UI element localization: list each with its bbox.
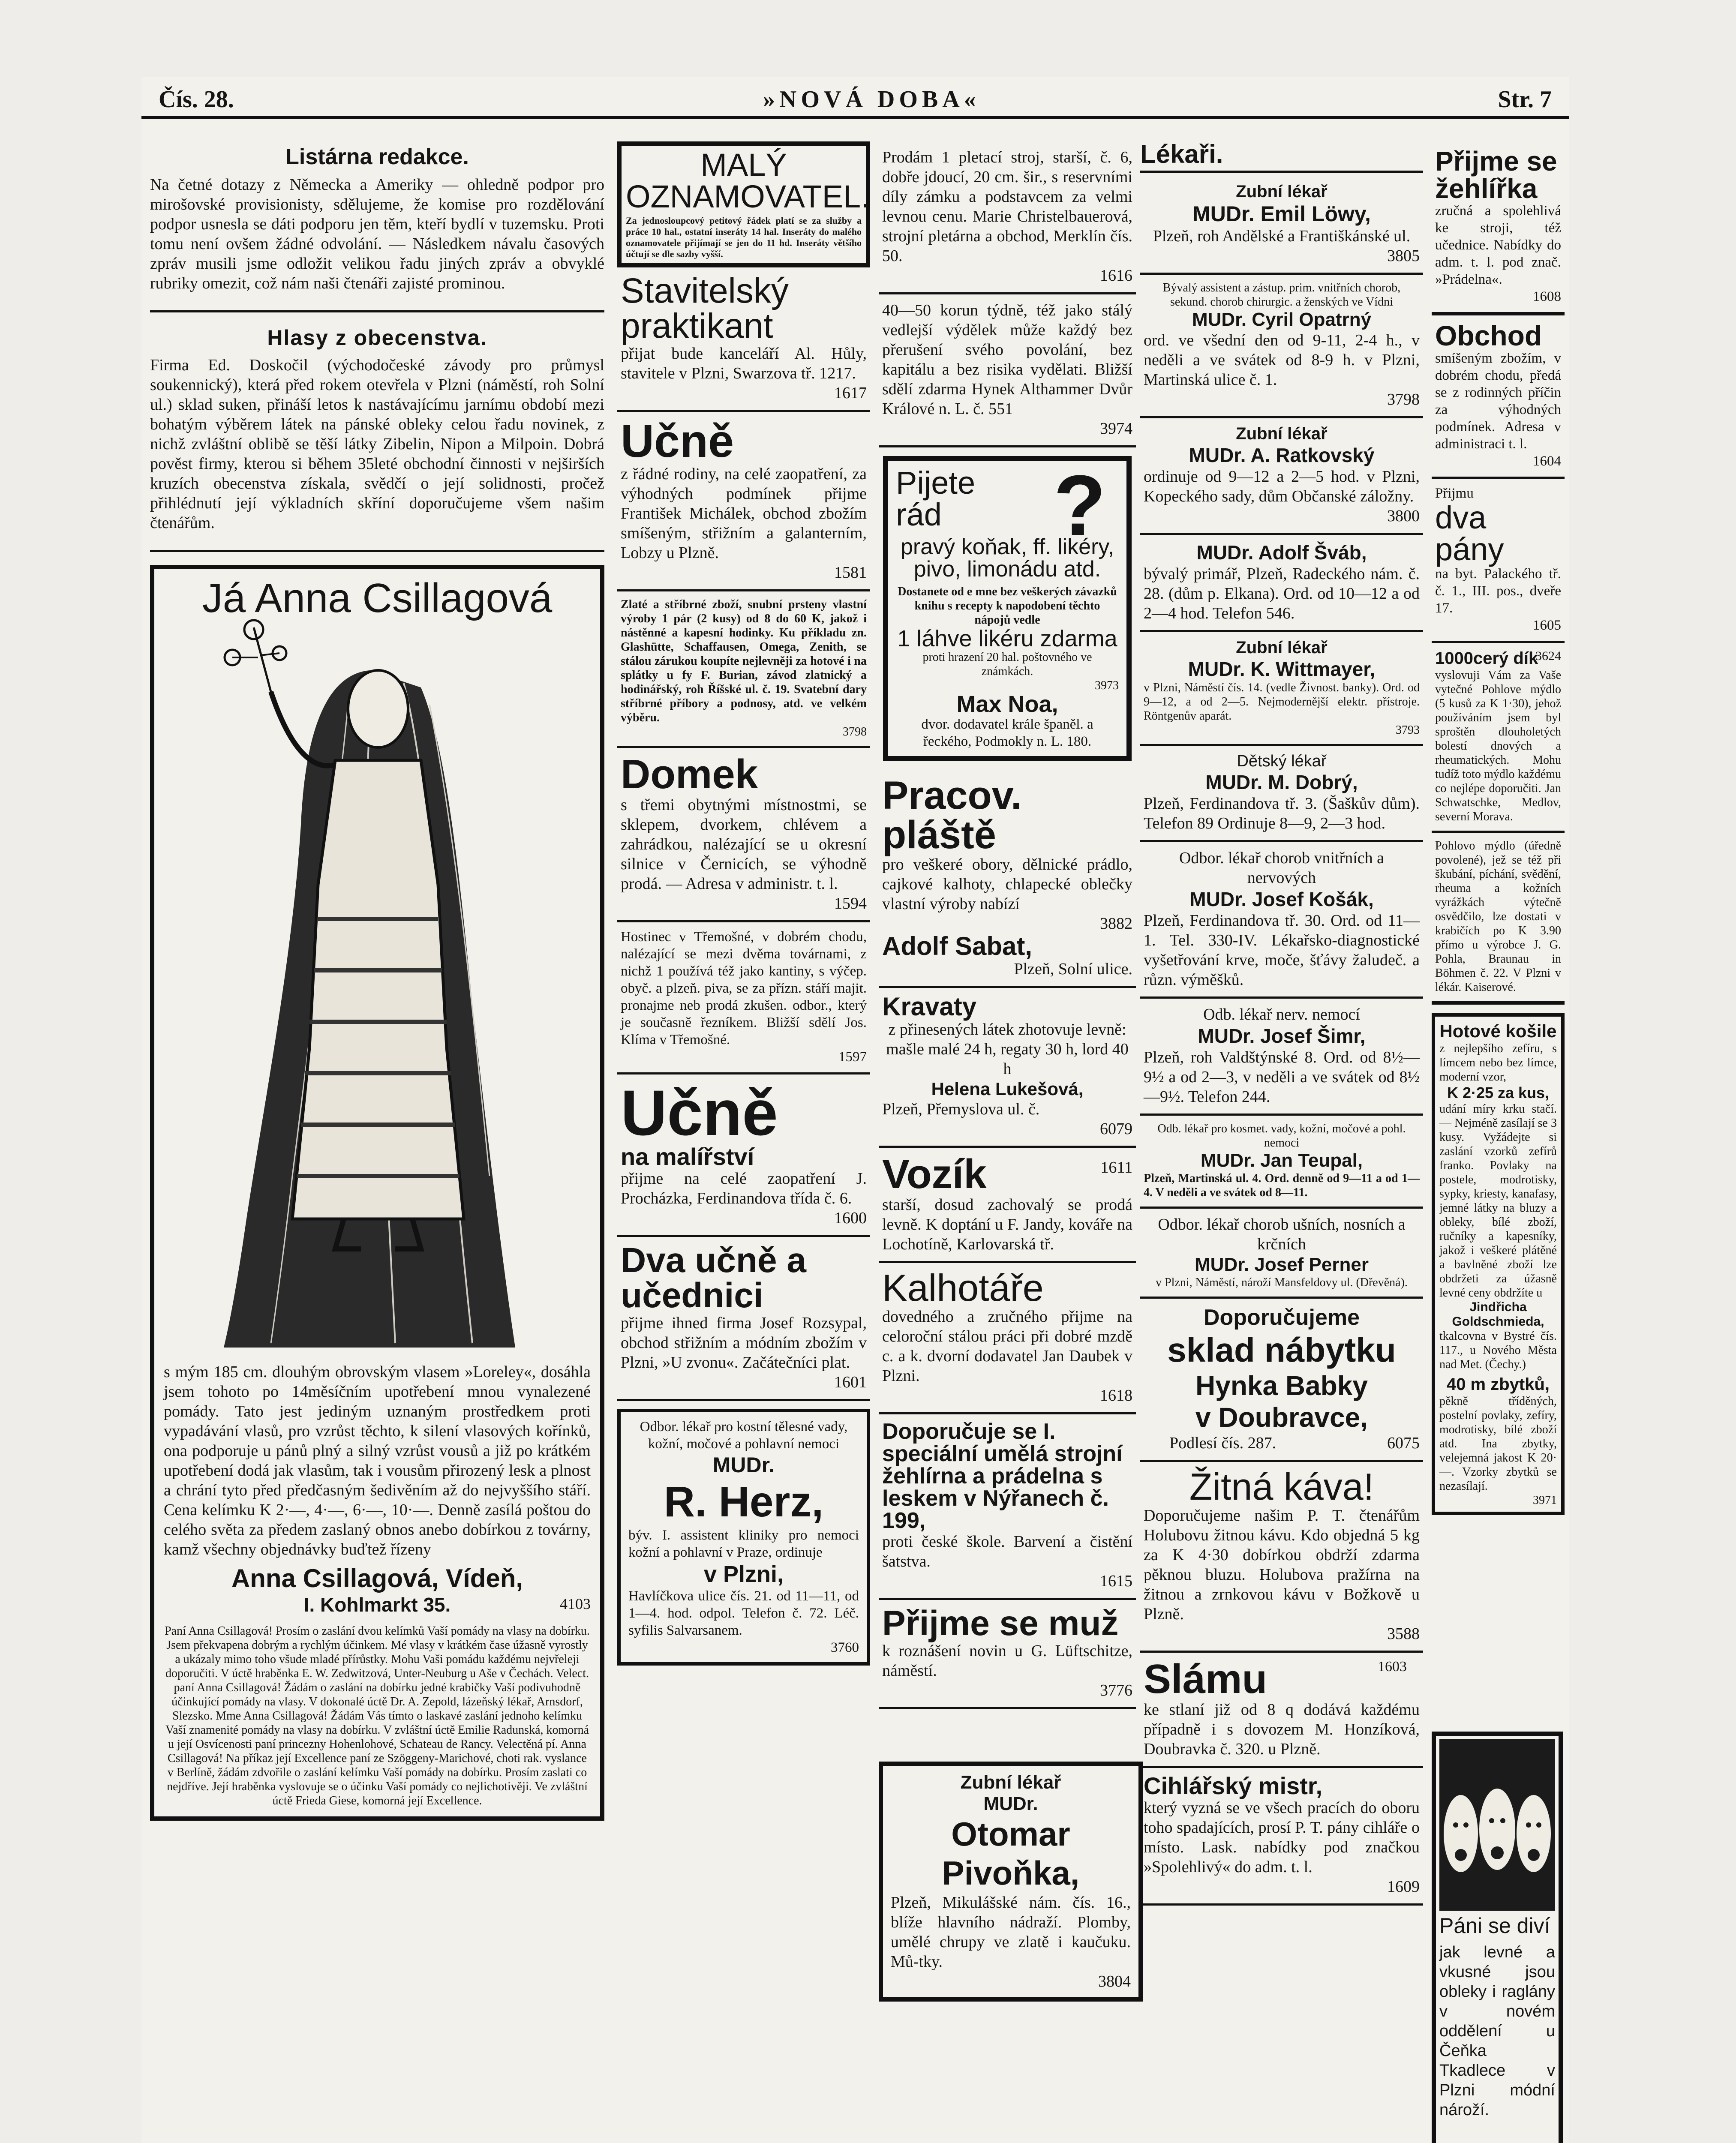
- ad-perner: [1140, 1209, 1423, 1299]
- kosile-text2: udání míry krku stačí. — Nejméně zasílají se 3 kusy. Vyžádejte si zaslání vzorků zefírů franko. Povlaky na postele, modrotisky, sypky, kriesty, kanafasy, jemné látky na bluzy a obleky, bílé zboží, ručníky a kapesníky, jakož i veškeré plátěné a bavlněné zboží lze obdržeti za úžasně levné ceny obdržíte u: [1439, 1102, 1557, 1300]
- kosak-text: Odbor. lékař chorob vnitřních a nervových: [1179, 849, 1385, 887]
- svab-text: bývalý primář, Plzeň, Radeckého nám. č. 28. (dům p. Elkana). Ord. od 10—12 a od 2—4 hod. Telefon 546.: [1144, 565, 1420, 622]
- ad-ucne-malirstvi: [617, 1075, 870, 1237]
- sabat-address: Plzeň, Solní ulice.: [1014, 960, 1132, 978]
- ad-dik: [1432, 643, 1565, 833]
- pivonka-mudr: MUDr.: [983, 1793, 1038, 1814]
- pivonka-name: Otomar Pivoňka,: [942, 1815, 1080, 1892]
- obchod-number: 1604: [1533, 453, 1561, 469]
- ad-prodam: [879, 141, 1136, 294]
- divi-text: jak levné a vkusné jsou obleky i raglány v novém oddělení u Čeňka Tkadlece v Plzni módní nároží.: [1439, 1943, 1555, 2119]
- lowy-number: 3805: [1387, 247, 1420, 265]
- column-1: [150, 141, 604, 2143]
- babka-text1: Doporučujeme: [1203, 1305, 1360, 1330]
- ad-obchod: [1432, 315, 1565, 479]
- csillag-letters: Paní Anna Csillagová! Prosím o zaslání dvou kelímků Vaší pomády na vlasy na dobírku. Jsem překvapena dobrým a rychlým účinkem. Mé vlasy v krátkém čase úžasně vyrostly a ukázaly mimo toho všude mladé přírůstky. Mohu Vaši pomádu každému nejvřeleji doporučiti. V úctě hraběnka E. W. Zedwitzová, Unter-Neuburg u Aše v Čechách. Velect. paní Anna Csillagová! Žádám o zaslání na dobírku jedné krabičky Vaší podivuhodně účinkující pomády na vlasy. V dokonalé úctě Dr. A. Zepold, lázeňský lékař, Arnsdorf, Slezsko. Mme Anna Csillagová! Žádám Vás tímto o laskavé zaslání jednoho kelímku Vaší znamenité pomády na vlasy na dobírku. V zvláštní úctě Emilie Radunská, komorná u její Osvícenosti paní princezny Hohenlohové, Schateau de Rancy. Velectěná pí. Anna Csillagová! Na příkaz její Excellence paní ze Szöggeny-Marichové, choti rak. vyslance v Berlíně, žádám zdvořile o zaslání kelímku Vaší pomády na dobírku. Prosím zaslati co nejdříve. Její hraběnka vyslovuje se o účinku Vaší pomády co nejlichotivěji. Ve zvláštní úctě Frieda Giese, komorná její Excellence.: [165, 1624, 590, 1807]
- pivonka-head: Zubní lékař: [960, 1772, 1061, 1793]
- lowy-head: Zubní lékař: [1236, 182, 1328, 201]
- vozik-text: starší, dosud zachovalý se prodá levně. K doptání u F. Jandy, kováře na Lochotíně, Karlovarská tř.: [882, 1196, 1132, 1253]
- ad-stavitelsky-praktikant: [617, 267, 870, 412]
- kravaty-address: Plzeň, Přemyslova ul. č.: [882, 1100, 1040, 1118]
- dobry-text: Plzeň, Ferdinandova tř. 3. (Šaškův dům). Telefon 89 Ordinuje 8—9, 2—3 hod.: [1144, 795, 1420, 832]
- ad-vozik: [879, 1148, 1136, 1263]
- ad-slamu: [1140, 1653, 1423, 1768]
- kosile-title: Hotové košile: [1439, 1021, 1557, 1041]
- babka-address: Podlesí čís. 287.: [1169, 1434, 1276, 1452]
- kosak-text2: Plzeň, Ferdinandova tř. 30. Ord. od 11—1. Tel. 330-IV. Lékařsko-diagnostické vyšetřování krve, moče, šťávy žaludeč. a různ. výměšků.: [1144, 912, 1420, 989]
- pivonka-number: 3804: [1098, 1972, 1131, 1990]
- three-faces-illustration: [1439, 1739, 1555, 1911]
- zitna-number: 3588: [1387, 1625, 1420, 1643]
- pany-text: na byt. Palackého tř. č. 1., III. pos., dveře 17.: [1435, 566, 1561, 616]
- cihl-number: 1609: [1387, 1878, 1420, 1896]
- listarna-heading: Listárna redakce.: [285, 144, 469, 169]
- stavitelsky-text: přijat bude kanceláří Al. Hůly, stavitele v Plzni, Swarzova tř. 1217.: [621, 345, 867, 382]
- kalh-number: 1618: [1100, 1387, 1132, 1405]
- pany-pre: Přijmu: [1435, 486, 1474, 501]
- herz-text: Odbor. lékař pro kostní tělesné vady, kožní, močové a pohlavní nemoci: [640, 1419, 848, 1452]
- ad-lowy: [1140, 176, 1423, 275]
- opatrny-name: MUDr. Cyril Opatrný: [1192, 309, 1372, 330]
- ad-herz: [617, 1409, 870, 1666]
- stroj-number: 1615: [1100, 1572, 1132, 1590]
- kravaty-title: Kravaty: [882, 992, 977, 1021]
- ad-zehlirna: [879, 1414, 1136, 1600]
- opatrny-text2: ord. ve všední den od 9-11, 2-4 h., v neděli a ve svátek od 8-9 h. v Plzni, Martinská ulice č. 1.: [1144, 331, 1420, 389]
- ucne2-subtitle: na malířství: [621, 1143, 754, 1170]
- dva-ucne-title: Dva učně a učednici: [621, 1241, 806, 1315]
- pivonka-text: Plzeň, Mikulášské nám. čís. 16., blíže hlavního nádraží. Plomby, umělé chrupy ve zlatě i kaučuku. Mů-tky.: [891, 1894, 1131, 1971]
- babka-text2: sklad nábytku: [1167, 1331, 1396, 1369]
- zehl-title: Přijme se žehlířka: [1435, 146, 1557, 204]
- ad-pracovni-plaste: [879, 770, 1136, 988]
- ad-pijete: [883, 456, 1132, 761]
- herz-city: v Plzni,: [703, 1561, 784, 1587]
- babka-city: v Doubravce,: [1195, 1402, 1368, 1433]
- zbytku-title: 40 m zbytků,: [1446, 1375, 1550, 1394]
- ratk-number: 3800: [1387, 507, 1420, 525]
- zehl-number: 1608: [1533, 289, 1561, 304]
- obchod-title: Obchod: [1435, 320, 1542, 351]
- zitna-title: Žitná káva!: [1189, 1465, 1374, 1508]
- dik-title: 1000cerý dík: [1435, 649, 1538, 668]
- prodam-text: Prodám 1 pletací stroj, starší, č. 6, dobře jdoucí, 20 cm. šir., s reservními díly zámku a podstavcem za velmi levnou cenu. Marie Christelbauerová, strojní pletárna a obchod, Merklín čís. 50.: [882, 148, 1132, 265]
- kalh-title: Kalhotáře: [882, 1267, 1044, 1309]
- kravaty-text: z přinesených látek zhotovuje levně: mašle malé 24 h, regaty 30 h, lord 40 h: [886, 1020, 1129, 1078]
- csillag-advert: [150, 565, 604, 1821]
- max-noa-name: Max Noa,: [956, 691, 1058, 717]
- witt-number: 3793: [1396, 723, 1420, 737]
- column-2: [617, 141, 870, 2143]
- kalh-text: dovedného a zručného přijme na celoroční stálou práci při dobré mzdě c. a k. dvorní dodavatel Jan Daubek v Plzni.: [882, 1308, 1132, 1385]
- muz-number: 3776: [1100, 1681, 1132, 1699]
- prac-text: pro veškeré obory, dělnické prádlo, cajkové kalhoty, chlapecké oblečky vlastní výroby nabízí: [882, 855, 1132, 913]
- dobry-name: MUDr. M. Dobrý,: [1205, 771, 1358, 793]
- ad-ucne-1: [617, 412, 870, 591]
- pijete-title: Pijete rád: [896, 465, 976, 532]
- newspaper-page: [141, 77, 1569, 2143]
- herz-name: R. Herz,: [664, 1478, 824, 1526]
- ad-kosile: [1432, 1013, 1565, 1515]
- herz-text3: Havlíčkova ulice čís. 21. od 11—11, od 1—4. hod. odpol. Telefon č. 72. Léč. syfilis Salvarsanem.: [628, 1588, 859, 1638]
- maly-oznamovatel-title: MALÝ OZNAMOVATEL.: [626, 147, 870, 214]
- ad-domek: [617, 748, 870, 922]
- kosile-text: z nejlepšího zefíru, s límcem nebo bez límce, moderní vzor,: [1439, 1042, 1557, 1084]
- ad-wittmayer: [1140, 632, 1423, 746]
- domek-number: 1594: [834, 894, 867, 912]
- ucne-number: 1581: [834, 564, 867, 582]
- pany-number: 1605: [1533, 618, 1561, 633]
- question-mark-icon: ?: [1053, 458, 1106, 553]
- sabat-name: Adolf Sabat,: [882, 932, 1033, 960]
- ad-dva-pany: [1432, 479, 1565, 643]
- zbytku-text: pěkně tříděných, postelní povlaky, zefíry, modrotisky, bílé zboží atd. Ina zbytky, velejemná jakost K 20·—. Vzorky zbytků se nezasílají.: [1439, 1395, 1557, 1493]
- ucne2-text: přijme na celé zaopatření J. Procházka, Ferdinandova třída č. 6.: [621, 1170, 867, 1207]
- ad-babka: [1140, 1299, 1423, 1462]
- csillag-text: s mým 185 cm. dlouhým obrovským vlasem »Loreley«, dosáhla jsem tohoto po 14měsíčním upotřebení mnou vynalezené pomády. Tato jest jediným uznaným prostředkem proti vypadávání vlasů, pro vzrůst těchto, k silení vlasových kořínků, ona podporuje u pánů plný a silný vzrůst vousů a již po krátkém upotřebení dodá jak vlasům, tak i vousům přirozený lesk a plnost a chrání tyto před předčasným šedivěním až do nejvyššího stáří. Cena kelímku K 2·—, 4·—, 6·—, 10·—. Denně zasílá poštou do celého světa za předem zaslaný obnos anebo dobírkou z továrny, kamž všechny objednávky buďtež řízeny: [164, 1363, 591, 1558]
- zitna-text: Doporučujeme našim P. T. čtenářům Holubovu žitnou kávu. Kdo objedná 5 kg za K 4·30 dobírkou obdrží zdarma pěknou bluzu. Holubova pražírna na žitnou a zrnkovou kávu v Božkově u Plzně.: [1144, 1507, 1420, 1623]
- hlasy-heading: Hlasy z obecenstva.: [267, 326, 487, 350]
- dva-ucne-number: 1601: [834, 1373, 867, 1391]
- ad-dva-ucne: [617, 1237, 870, 1401]
- ad-cihlarsky: [1140, 1768, 1423, 1906]
- prac-number: 3882: [1100, 915, 1132, 933]
- mydlo-text: Pohlovo mýdlo (úředně povolené), jež se též při škubání, píchání, svědění, rheuma a kožních vyrážkách výtečně osvědčilo, lze dostati v krabičích po K 3.90 přímo u výrobce J. G. Pohla, Braunau in Böhmen č. 22. V Plzni v lékár. Kaiserové.: [1435, 839, 1561, 994]
- witt-name: MUDr. K. Wittmayer,: [1188, 658, 1376, 680]
- kosile-price: K 2·25 za kus,: [1447, 1084, 1550, 1102]
- opatrny-text: Bývalý assistent a zástup. prim. vnitřních chorob, sekund. chorob chirurgic. a ženských ve Vídni: [1162, 281, 1401, 309]
- ad-korun: [879, 294, 1136, 447]
- hostinec-text: Hostinec v Třemošné, v dobrém chodu, nalézající se mezi dvěma továrnami, z nichž 1 používá též jako kantiny, s výčep. obyč. a plzeň. piva, se za přízn. stáří majit. pronajme neb prodá zkušen. odbor., který je současně řezníkem. Bližší sdělí Jos. Klíma v Třemošné.: [621, 929, 867, 1047]
- korun-text: 40—50 korun týdně, též jako stálý vedlejší výdělek může každý bez přerušení svého povolání, bez kapitálu a bez risika vydělati. Bližší sdělí zdarma Hynek Althammer Dvůr Králové n. L. č. 551: [882, 301, 1132, 418]
- ad-teupal: [1140, 1116, 1423, 1209]
- vozik-number: 1611: [1100, 1159, 1132, 1177]
- page-header: [141, 77, 1569, 119]
- babka-name: Hynka Babky: [1195, 1370, 1368, 1401]
- korun-number: 3974: [1100, 420, 1132, 438]
- ad-kosak: [1140, 842, 1423, 999]
- column-4: [1140, 141, 1423, 2143]
- cihl-title: Cihlářský mistr,: [1144, 1772, 1323, 1799]
- stavitelsky-title: Stavitelský praktikant: [621, 271, 789, 345]
- obchod-text: smíšeným zbožím, v dobrém chodu, předá se z rodinných příčin za výhodných podmínek. Adresa v administraci t. l.: [1435, 351, 1561, 452]
- ad-svab: [1140, 535, 1423, 632]
- zlate-number: 3798: [843, 725, 867, 738]
- ad-kravaty: [879, 988, 1136, 1148]
- prodam-number: 1616: [1100, 267, 1132, 285]
- vozik-title: Vozík: [882, 1151, 987, 1197]
- ad-ratkovsky: [1140, 418, 1423, 535]
- teupal-text: Odb. lékař pro kosmet. vady, kožní, močové a pohl. nemoci: [1157, 1122, 1406, 1150]
- muz-text: k roznášení novin u G. Lüftschitze, náměstí.: [882, 1642, 1132, 1680]
- ratk-head: Zubní lékař: [1236, 424, 1328, 443]
- hostinec-number: 1597: [838, 1049, 867, 1065]
- ucne2-title: Učně: [621, 1077, 778, 1149]
- pijete-text2: proti hrazení 20 hal. poštovného ve známkách.: [922, 651, 1092, 678]
- maly-oznamovatel-box: [617, 141, 870, 267]
- simr-text: Odb. lékař nerv. nemocí: [1203, 1005, 1360, 1023]
- dva-ucne-text: přijme ihned firma Josef Rozsypal, obchod střižním a módním zbožím v Plzni, »U zvonu«. Začátečníci plat.: [621, 1314, 867, 1372]
- listarna-text: Na četné dotazy z Německa a Ameriky — ohledně podpor pro mirošovské provisionisty, sdělujeme, že komise pro rozdělování podpor usnesla se dáti podporu jen těm, kteří bydlí v tuzemsku. Proti tomu není ovšem žádné odvolání. — Následkem návalu časových zpráv musili jsme odložit velikou řadu jiných zpráv a obvyklé rubriky omezit, což nám naši čtenáři zajisté prominou.: [150, 176, 604, 292]
- hlasy-text: Firma Ed. Doskočil (východočeské závody pro průmysl soukennický), která před rokem otevřela v Plzni (náměstí, roh Solní ul.) sklad suken, přináší letos k nastávajícímu jarnímu období mezi bohatým výběrem látek na pánské obleky celou řadu novinek, z nichž zvláštní oblibě se těší látky Zibelin, Nipon a Milpoin. Dobrá pověst firmy, kterou si během 35leté obchodní činnosti v nejširších kruzích obecenstva získala, svědčí o její solidnosti, pročež přihlédnutí její výkladních skříní doporučujeme všem našim čtenářům.: [150, 356, 604, 532]
- issue-number: Čís. 28.: [159, 86, 234, 113]
- domek-title: Domek: [621, 751, 758, 797]
- teupal-name: MUDr. Jan Teupal,: [1200, 1150, 1363, 1171]
- babka-number: 6075: [1387, 1434, 1420, 1452]
- domek-text: s třemi obytnými místnostmi, se sklepem, dvorkem, chlévem a zahrádkou, nalézající se u okresní silnice v Černicích, se výhodně prodá. — Adresa v administr. t. l.: [621, 796, 867, 893]
- ad-kalhotare: [879, 1263, 1136, 1414]
- goldsch-name: Jindřicha Goldschmieda,: [1452, 1300, 1544, 1329]
- perner-text: Odbor. lékař chorob ušních, nosních a krčních: [1158, 1216, 1406, 1253]
- pijete-offer: 1 láhve likéru zdarma: [897, 626, 1117, 651]
- ad-zitna-kava: [1140, 1462, 1423, 1653]
- prac-title: Pracov. pláště: [882, 774, 1022, 857]
- zbytku-number: 3971: [1533, 1494, 1557, 1507]
- ad-zlate-zbozi: [617, 591, 870, 748]
- kravaty-number: 6079: [1100, 1120, 1132, 1138]
- csillag-address: Anna Csillagová, Vídeň,: [231, 1564, 523, 1593]
- long-hair-woman-illustration: [164, 619, 592, 1356]
- ad-hostinec: [617, 922, 870, 1075]
- simr-name: MUDr. Josef Šimr,: [1198, 1025, 1366, 1047]
- goldsch-address: tkalcovna v Bystré čís. 117., u Nového Města nad Met. (Čechy.): [1439, 1330, 1557, 1371]
- svab-name: MUDr. Adolf Šváb,: [1196, 541, 1367, 564]
- cihl-text: který vyzná se ve všech pracích do oboru toho spadajících, prosí P. T. pány cihláře o místo. Lask. nabídky pod značkou »Spolehlivý« do adm. t. l.: [1144, 1799, 1420, 1876]
- csillag-number: 4103: [560, 1595, 591, 1612]
- ad-pohlovo-mydlo: [1432, 833, 1565, 1005]
- ad-opatrny: [1140, 275, 1423, 418]
- muz-title: Přijme se muž: [882, 1604, 1119, 1643]
- teupal-text2: Plzeň, Martinská ul. 4. Ord. denně od 9—11 a od 1—4. V neděli a ve svátek od 8—11.: [1144, 1172, 1420, 1199]
- ratk-name: MUDr. A. Ratkovský: [1189, 444, 1375, 466]
- slamu-title: Slámu: [1144, 1656, 1267, 1702]
- ucne2-number: 1600: [834, 1209, 867, 1227]
- zehl-text: zručná a spolehlivá ke stroji, též učednice. Nabídky do adm. t. l. pod znač. »Prádelna«.: [1435, 203, 1561, 287]
- opatrny-number: 3798: [1387, 390, 1420, 408]
- ucne-text: z řádné rodiny, na celé zaopatření, za výhodných podmínek přijme František Michálek, obchod zbožím smíšeným, střižním a galanterním, Lobzy u Plzně.: [621, 465, 867, 562]
- lowy-text: Plzeň, roh Andělské a Františkánské ul.: [1153, 227, 1411, 245]
- kosak-name: MUDr. Josef Košák,: [1189, 888, 1374, 910]
- herz-mudr: MUDr.: [712, 1453, 775, 1477]
- slamu-number: 1603: [1378, 1659, 1407, 1675]
- pijete-text: Dostanete od e mne bez veškerých závazků knihu s recepty k napodobení těchto nápojů vedle: [898, 585, 1117, 627]
- dik-text: vyslovuji Vám za Vaše vytečné Pohlove mýdlo (5 kusů za K 1·30), jehož používáním jsem byl sproštěn dlouholetých bolestí dnových a rheumatických. Mohu tudíž toto mýdlo každému co nejlépe doporučiti. Jan Schwatschke, Medlov, severní Morava.: [1435, 669, 1561, 823]
- kravaty-who: Helena Lukešová,: [931, 1079, 1084, 1099]
- slamu-text: ke stlaní již od 8 q dodává každému případně i s dovozem M. Honzíková, Doubravka č. 320. u Plzně.: [1144, 1701, 1420, 1758]
- herz-text2: býv. I. assistent kliniky pro nemoci kožní a pohlavní v Praze, ordinuje: [628, 1528, 859, 1560]
- max-noa-address: dvor. dodavatel krále španěl. a řeckého, Podmokly n. L. 180.: [921, 717, 1093, 749]
- ad-pani-se-divi: [1432, 1732, 1563, 2143]
- witt-head: Zubní lékař: [1236, 638, 1328, 657]
- stroj-title: Doporučuje se I. speciální umělá strojní žehlírna a prádelna s leskem v Nýřanech č. 199,: [882, 1419, 1123, 1533]
- stavitelsky-number: 1617: [834, 384, 867, 402]
- newspaper-title: »NOVÁ DOBA«: [763, 86, 980, 113]
- pany-title: dva pány: [1435, 500, 1504, 567]
- maly-oznamovatel-text: Za jednosloupcový petitový řádek platí se za služby a práce 10 hal., ostatní inseráty 14 hal. Inseráty do malého oznamovatele přijímají se jen do 11 hd. Inseráty většího účtují se dle sazby vyšší.: [626, 215, 862, 259]
- lekari-heading: Lékaři.: [1140, 141, 1223, 168]
- zlate-text: Zlaté a stříbrné zboží, snubní prsteny vlastní výroby 1 pár (2 kusy) od 8 do 60 K, jakož i nástěnné a kapesní hodinky. Ku příkladu zn. Glashütte, Schaffausen, Omega, Zenith, se stálou zárukou koupíte nejlevněji za hotové i na splátky u fy F. Burian, závod zlatnický a hodinářský, roh Říšské ul. č. 19. Svatební dary stříbrné příbory a podnosy, atd. ve velkém výběru.: [621, 598, 867, 724]
- ad-prijme-muz: [879, 1600, 1136, 1709]
- ad-dobry: [1140, 746, 1423, 842]
- lowy-name: MUDr. Emil Löwy,: [1192, 202, 1371, 226]
- pijete-number: 3973: [1095, 679, 1119, 692]
- ad-zehlirka: [1432, 141, 1565, 315]
- ad-simr: [1140, 999, 1423, 1116]
- stroj-text: proti české škole. Barvení a čistění šatstva.: [882, 1533, 1132, 1570]
- page-number: Str. 7: [1498, 86, 1552, 113]
- dobry-head: Dětský lékař: [1237, 752, 1327, 770]
- ratk-text: ordinuje od 9—12 a 2—5 hod. v Plzni, Kopeckého sady, dům Občanské záložny.: [1144, 468, 1420, 505]
- csillag-street: I. Kohlmarkt 35.: [303, 1594, 451, 1616]
- pijete-list: pravý koňak, ff. likéry, pivo, limonádu atd.: [900, 534, 1114, 582]
- dik-number: 3624: [1535, 649, 1561, 663]
- herz-number: 3760: [831, 1640, 859, 1655]
- simr-text2: Plzeň, roh Valdštýnské 8. Ord. od 8½—9½ a od 2—3, v neděli a ve svátek od 8½—9½. Telefon 244.: [1144, 1048, 1420, 1106]
- perner-name: MUDr. Josef Perner: [1195, 1254, 1369, 1275]
- perner-text2: v Plzni, Náměstí, nároží Mansfeldovy ul. (Dřevěná).: [1156, 1276, 1408, 1289]
- ucne-title: Učně: [621, 415, 734, 467]
- ad-pivonka: [879, 1762, 1143, 2002]
- witt-text: v Plzni, Náměstí čís. 14. (vedle Živnost. banky). Ord. od 9—12, a od 2—5. Nejmodernější elektr. přístroje. Röntgenův aparát.: [1144, 681, 1420, 723]
- divi-title: Páni se diví: [1439, 1914, 1550, 1938]
- csillag-title: Já Anna Csillagová: [202, 575, 553, 621]
